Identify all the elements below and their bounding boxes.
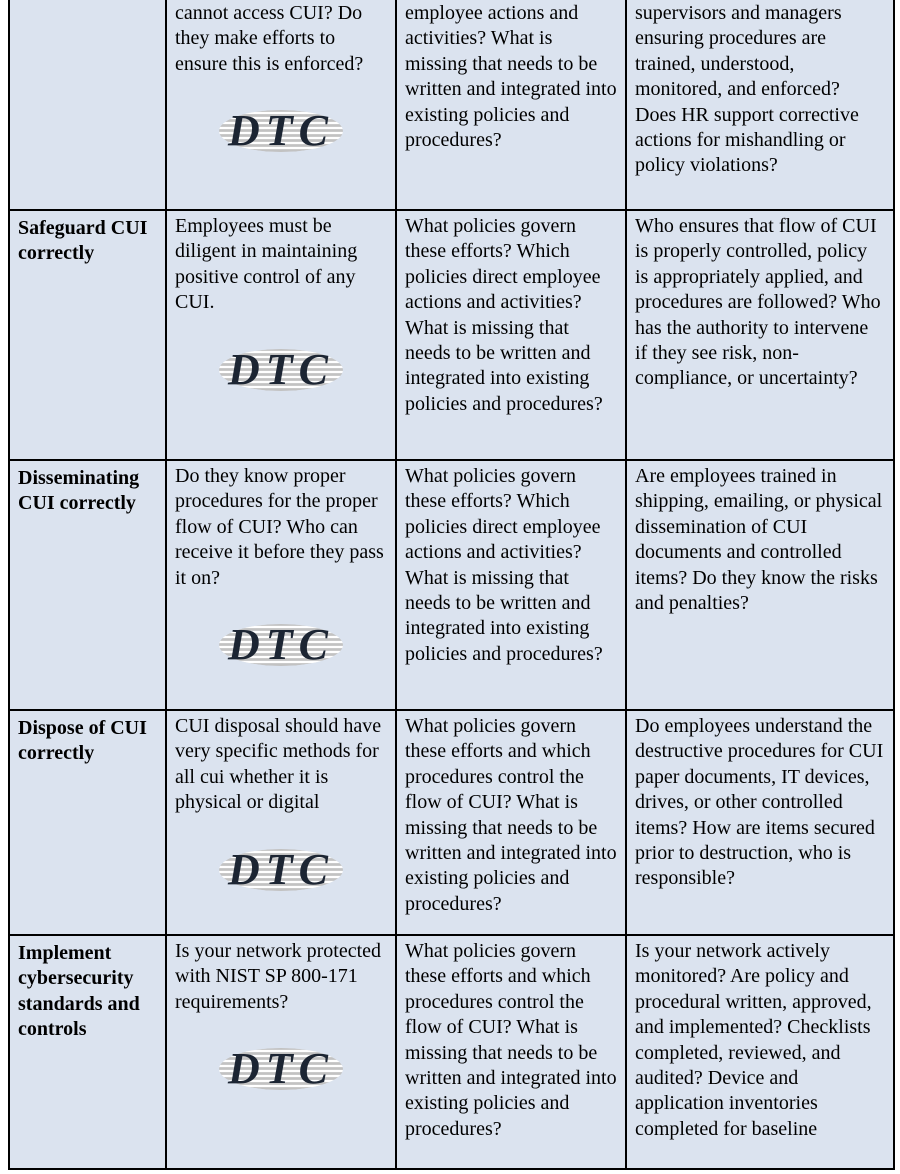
oversight-questions-cell xyxy=(626,0,894,210)
table-row xyxy=(9,460,894,710)
description-text: Do they know proper procedures for the proper flow of CUI? Who can receive it before they pass it on? xyxy=(175,465,384,589)
description-text: Is your network protected with NIST SP 800-171 requirements? xyxy=(175,940,382,1013)
policy-questions-text: What policies govern these efforts? Which policies direct employee actions and activities? What is missing that needs to be written and integrated into existing policies and procedures? xyxy=(405,215,603,415)
logo-letters: DTC xyxy=(228,619,334,669)
description-cell xyxy=(166,210,396,460)
topic-label: Safeguard CUI correctly xyxy=(18,217,148,265)
dtc-globe-logo xyxy=(216,611,346,673)
policy-questions-cell xyxy=(396,210,626,460)
dtc-globe-logo xyxy=(216,836,346,898)
policy-questions-text: What policies govern these efforts and which procedures control the flow of CUI? What is missing that needs to be written and integrated into existing policies and procedures? xyxy=(405,715,617,915)
topic-cell xyxy=(9,710,166,935)
topic-cell xyxy=(9,0,166,210)
logo-letters: DTC xyxy=(228,844,334,894)
topic-cell xyxy=(9,935,166,1169)
topic-label: Dispose of CUI correctly xyxy=(18,717,147,765)
description-cell xyxy=(166,460,396,710)
topic-label: Implement cybersecurity standards and controls xyxy=(18,942,140,1041)
topic-label: Disseminating CUI correctly xyxy=(18,467,140,515)
policy-questions-cell xyxy=(396,460,626,710)
oversight-questions-cell xyxy=(626,935,894,1169)
policy-questions-cell xyxy=(396,710,626,935)
logo-letters: DTC xyxy=(228,106,334,156)
oversight-questions-text: supervisors and managers ensuring procedures are trained, understood, monitored, and enforced? Does HR support corrective actions for mishandling or policy violations? xyxy=(635,2,859,177)
oversight-questions-cell xyxy=(626,460,894,710)
oversight-questions-text: Is your network actively monitored? Are policy and procedural written, approved, and implemented? Checklists completed, reviewed, and audited? Device and application inventories completed for baseline xyxy=(635,940,872,1140)
description-text: Employees must be diligent in maintaining positive control of any CUI. xyxy=(175,215,358,314)
policy-questions-text: employee actions and activities? What is missing that needs to be written and integrated into existing policies and procedures? xyxy=(405,2,617,151)
table-row xyxy=(9,710,894,935)
description-cell xyxy=(166,710,396,935)
policy-questions-cell xyxy=(396,935,626,1169)
oversight-questions-cell xyxy=(626,210,894,460)
dtc-globe-logo xyxy=(216,97,346,159)
description-text: cannot access CUI? Do they make efforts to ensure this is enforced? xyxy=(175,2,364,75)
dtc-globe-logo xyxy=(216,1035,346,1097)
table-row xyxy=(9,935,894,1169)
oversight-questions-cell xyxy=(626,710,894,935)
description-cell xyxy=(166,0,396,210)
logo-letters: DTC xyxy=(228,344,334,394)
table-row xyxy=(9,0,894,210)
cui-compliance-table xyxy=(8,0,895,1170)
table-row xyxy=(9,210,894,460)
dtc-globe-logo xyxy=(216,336,346,398)
topic-cell xyxy=(9,460,166,710)
description-text: CUI disposal should have very specific methods for all cui whether it is physical or digital xyxy=(175,715,382,814)
policy-questions-text: What policies govern these efforts? Which policies direct employee actions and activities? What is missing that needs to be written and integrated into existing policies and procedures? xyxy=(405,465,603,665)
oversight-questions-text: Are employees trained in shipping, emailing, or physical dissemination of CUI documents and controlled items? Do they know the risks and penalties? xyxy=(635,465,883,614)
oversight-questions-text: Do employees understand the destructive procedures for CUI paper documents, IT devices, drives, or other controlled items? How are items secured prior to destruction, who is responsible? xyxy=(635,715,884,890)
description-cell xyxy=(166,935,396,1169)
logo-letters: DTC xyxy=(228,1044,334,1094)
topic-cell xyxy=(9,210,166,460)
policy-questions-cell xyxy=(396,0,626,210)
oversight-questions-text: Who ensures that flow of CUI is properly controlled, policy is appropriately applied, and procedures are followed? Who has the authority to intervene if they see risk, non-compliance, or uncertainty? xyxy=(635,215,881,390)
policy-questions-text: What policies govern these efforts and which procedures control the flow of CUI? What is missing that needs to be written and integrated into existing policies and procedures? xyxy=(405,940,617,1140)
